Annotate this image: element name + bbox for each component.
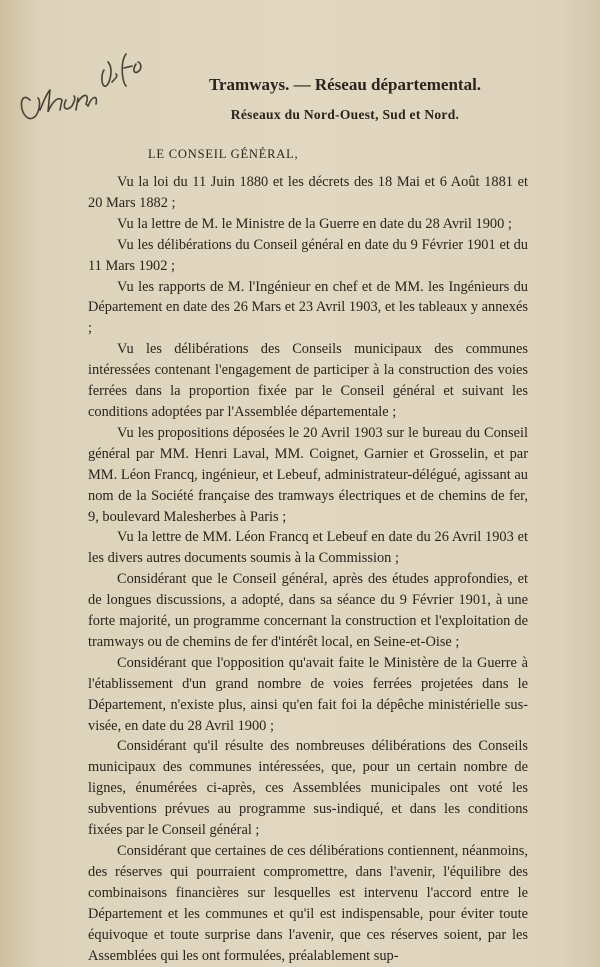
document-title: Tramways. — Réseau départemental. bbox=[208, 75, 482, 94]
paragraph: Vu les rapports de M. l'Ingénieur en chef et de MM. les Ingénieurs du Département en date des 26 Mars et 23 Avril 1903, et les tableaux y annexés ; bbox=[88, 278, 528, 337]
addressee: LE CONSEIL GÉNÉRAL, bbox=[148, 147, 299, 161]
paragraph: Considérant que le Conseil général, après des études approfondies, et de longues discussions, a adopté, dans sa séance du 9 Février 1901, à une forte majorité, un programme concernant la construction et l'exploitation de tramways ou de chemins de fer d'intérêt local, en Seine-et-Oise ; bbox=[88, 571, 528, 650]
paragraph: Considérant que certaines de ces délibérations contiennent, néanmoins, des réserves qui pourraient compromettre, dans l'avenir, l'équilibre des combinaisons financières sur lesquelles est intervenu l'accord entre le Département et les communes et qu'il est indispensable, pour éviter toute équivoque et toute surprise dans l'avenir, que ces réserves soient, par les Assemblées qui les ont formulées, préalablement sup- bbox=[88, 843, 528, 964]
paragraph: Vu la loi du 11 Juin 1880 et les décrets des 18 Mai et 6 Août 1881 et 20 Mars 1882 ; bbox=[88, 174, 528, 211]
paragraph: Considérant que l'opposition qu'avait faite le Ministère de la Guerre à l'établissement d'un grand nombre de voies ferrées projetées dans le Département, n'existe plus, ainsi qu'en fait foi la dépêche ministérielle sus-visée, en date du 28 Avril 1900 ; bbox=[88, 654, 528, 734]
paragraph: Vu les délibérations du Conseil général en date du 9 Février 1901 et du 11 Mars 1902 ; bbox=[88, 236, 528, 274]
paragraph: Vu les délibérations des Conseils municipaux des communes intéressées contenant l'engagement de participer à la construction des voies ferrées dans la proportion fixée par le Conseil général et suivant les conditions adoptées par l'Assemblée départementale ; bbox=[88, 341, 528, 420]
paragraph: Vu la lettre de M. le Ministre de la Guerre en date du 28 Avril 1900 ; bbox=[117, 215, 512, 232]
paragraph: Vu les propositions déposées le 20 Avril 1903 sur le bureau du Conseil général par MM. Henri Laval, MM. Coignet, Garnier et Grosselin, et par MM. Léon Francq, ingénieur, et Lebeuf, administrateur-délégué, agissant au nom de la Société française des tramways électriques et de chemins de fer, 9, boulevard Malesherbes à Paris ; bbox=[88, 424, 528, 525]
paragraph: Vu la lettre de MM. Léon Francq et Lebeuf en date du 26 Avril 1903 et les divers autres documents soumis à la Commission ; bbox=[88, 529, 528, 567]
document-body bbox=[88, 172, 528, 966]
paragraph: Considérant qu'il résulte des nombreuses délibérations des Conseils municipaux des communes intéressées, que, pour un certain nombre de lignes, énumérées ci-après, ces Assemblées municipales ont voté les subventions prévues au programme sus-indiqué, et dans les conditions fixées par le Conseil général ; bbox=[88, 738, 528, 839]
document-subtitle: Réseaux du Nord-Ouest, Sud et Nord. bbox=[230, 107, 460, 122]
